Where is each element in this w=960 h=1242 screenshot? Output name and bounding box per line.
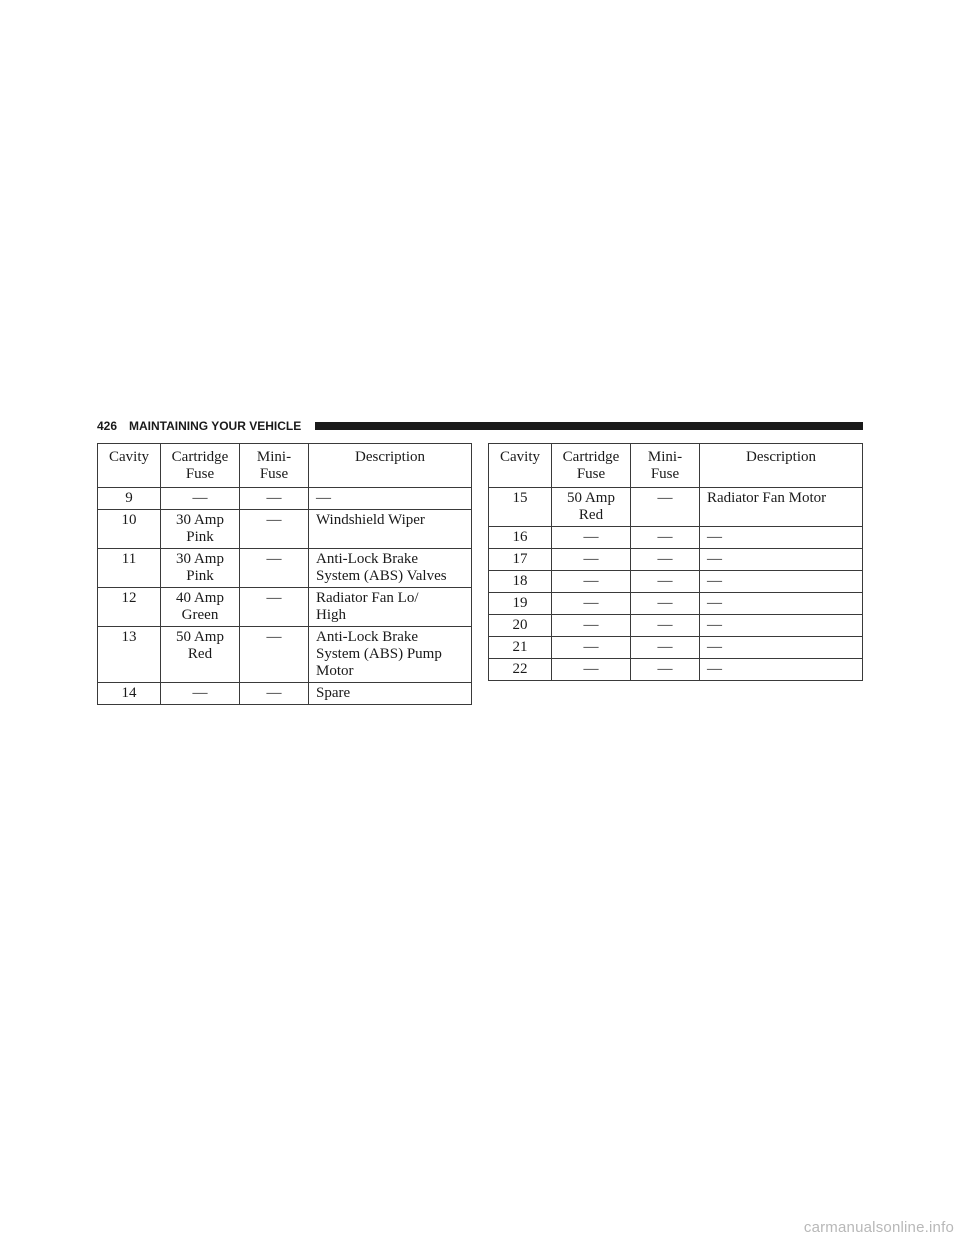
table-row — [489, 527, 863, 549]
cavity-cell: 12 — [98, 588, 161, 627]
watermark-text: carmanualsonline.info — [803, 1219, 954, 1236]
table-body — [98, 488, 472, 705]
cartridge-fuse-cell: — — [552, 659, 631, 681]
cartridge-fuse-cell: — — [161, 683, 240, 705]
column-header-description: Description — [700, 444, 863, 488]
fuse-table-right — [488, 443, 863, 681]
mini-fuse-cell: — — [240, 588, 309, 627]
column-header-cavity: Cavity — [489, 444, 552, 488]
table-row — [489, 571, 863, 593]
cavity-cell: 17 — [489, 549, 552, 571]
column-header-description: Description — [309, 444, 472, 488]
description-cell: Radiator Fan Motor — [700, 488, 863, 527]
description-cell: — — [700, 527, 863, 549]
section-title: MAINTAINING YOUR VEHICLE — [129, 419, 302, 433]
mini-fuse-cell: — — [631, 571, 700, 593]
cartridge-fuse-cell: 30 Amp Pink — [161, 549, 240, 588]
description-cell: — — [700, 659, 863, 681]
table-row — [98, 683, 472, 705]
description-cell: — — [309, 488, 472, 510]
mini-fuse-cell: — — [240, 683, 309, 705]
cartridge-fuse-cell: — — [552, 637, 631, 659]
mini-fuse-cell: — — [240, 549, 309, 588]
cavity-cell: 11 — [98, 549, 161, 588]
header-rule — [315, 422, 863, 430]
table-header-row — [489, 444, 863, 488]
cavity-cell: 20 — [489, 615, 552, 637]
description-cell: — — [700, 637, 863, 659]
page-number: 426 — [97, 419, 118, 433]
description-cell: — — [700, 615, 863, 637]
description-cell: — — [700, 593, 863, 615]
cartridge-fuse-cell: — — [552, 593, 631, 615]
cavity-cell: 10 — [98, 510, 161, 549]
cavity-cell: 15 — [489, 488, 552, 527]
cavity-cell: 14 — [98, 683, 161, 705]
description-cell: — — [700, 549, 863, 571]
description-cell: Anti-Lock Brake System (ABS) Pump Motor — [309, 627, 472, 683]
mini-fuse-cell: — — [240, 627, 309, 683]
description-cell: Windshield Wiper — [309, 510, 472, 549]
cartridge-fuse-cell: 50 Amp Red — [552, 488, 631, 527]
table-row — [98, 588, 472, 627]
cavity-cell: 22 — [489, 659, 552, 681]
description-cell: — — [700, 571, 863, 593]
mini-fuse-cell: — — [631, 615, 700, 637]
mini-fuse-cell: — — [631, 549, 700, 571]
table-body — [489, 488, 863, 681]
mini-fuse-cell: — — [631, 637, 700, 659]
cavity-cell: 18 — [489, 571, 552, 593]
table-row — [98, 488, 472, 510]
mini-fuse-cell: — — [240, 488, 309, 510]
description-cell: Radiator Fan Lo/ High — [309, 588, 472, 627]
cavity-cell: 9 — [98, 488, 161, 510]
mini-fuse-cell: — — [631, 659, 700, 681]
cartridge-fuse-cell: — — [552, 527, 631, 549]
cartridge-fuse-cell: 50 Amp Red — [161, 627, 240, 683]
table-row — [489, 659, 863, 681]
table-row — [489, 637, 863, 659]
description-cell: Spare — [309, 683, 472, 705]
fuse-table-left — [97, 443, 472, 705]
cartridge-fuse-cell: 30 Amp Pink — [161, 510, 240, 549]
table-row — [489, 593, 863, 615]
column-header-cartridge-fuse: Cartridge Fuse — [552, 444, 631, 488]
mini-fuse-cell: — — [631, 527, 700, 549]
table-header-row — [98, 444, 472, 488]
cavity-cell: 19 — [489, 593, 552, 615]
cavity-cell: 21 — [489, 637, 552, 659]
mini-fuse-cell: — — [240, 510, 309, 549]
mini-fuse-cell: — — [631, 593, 700, 615]
table-row — [489, 549, 863, 571]
table-row — [489, 615, 863, 637]
cartridge-fuse-cell: — — [552, 571, 631, 593]
cavity-cell: 16 — [489, 527, 552, 549]
cartridge-fuse-cell: — — [552, 615, 631, 637]
table-row — [489, 488, 863, 527]
table-row — [98, 627, 472, 683]
column-header-mini-fuse: Mini- Fuse — [240, 444, 309, 488]
table-row — [98, 510, 472, 549]
column-header-cavity: Cavity — [98, 444, 161, 488]
description-cell: Anti-Lock Brake System (ABS) Valves — [309, 549, 472, 588]
cartridge-fuse-cell: 40 Amp Green — [161, 588, 240, 627]
column-header-mini-fuse: Mini- Fuse — [631, 444, 700, 488]
table-row — [98, 549, 472, 588]
mini-fuse-cell: — — [631, 488, 700, 527]
cartridge-fuse-cell: — — [161, 488, 240, 510]
page-header — [97, 418, 863, 434]
cartridge-fuse-cell: — — [552, 549, 631, 571]
cavity-cell: 13 — [98, 627, 161, 683]
column-header-cartridge-fuse: Cartridge Fuse — [161, 444, 240, 488]
